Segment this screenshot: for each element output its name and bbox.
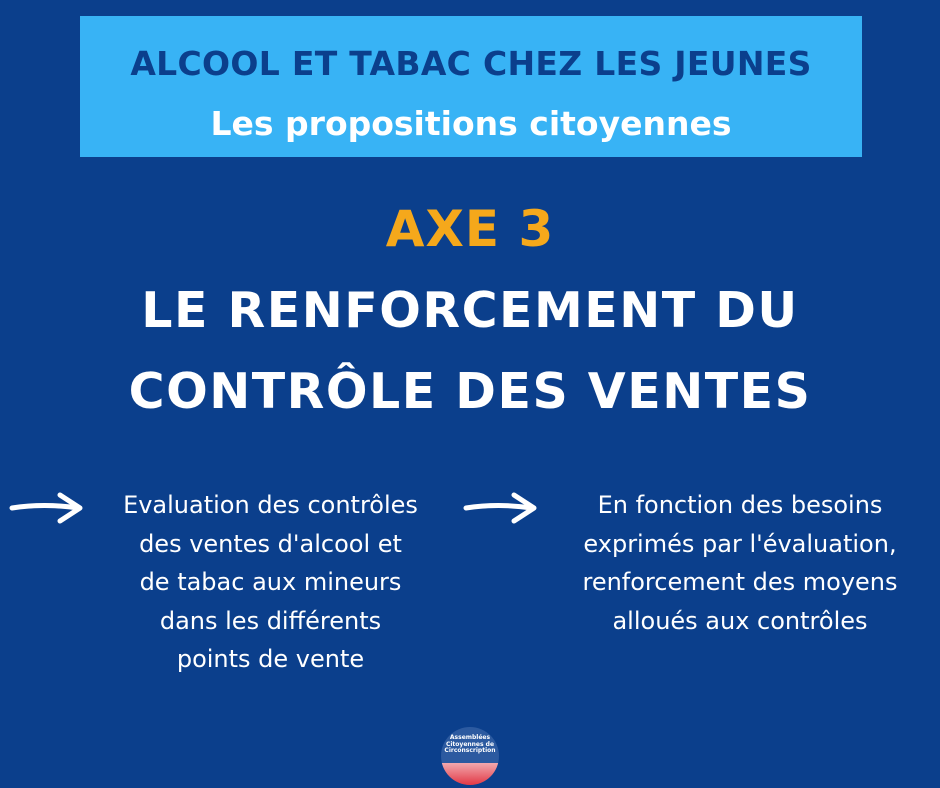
header-title: ALCOOL ET TABAC CHEZ LES JEUNES xyxy=(130,44,812,83)
arrow-right-icon xyxy=(462,488,542,528)
axe-label: AXE 3 xyxy=(385,200,555,258)
proposal-2-line: alloués aux contrôles xyxy=(612,606,868,635)
proposal-1-line: des ventes d'alcool et xyxy=(139,529,402,558)
proposal-2-line: renforcement des moyens xyxy=(582,568,898,596)
proposal-1-line: Evaluation des contrôles xyxy=(123,491,418,519)
proposal-2-line: exprimés par l'évaluation, xyxy=(583,529,897,558)
proposal-1-line: points de vente xyxy=(176,645,365,673)
proposal-2 xyxy=(550,486,930,640)
proposal-2-line: En fonction des besoins xyxy=(597,491,883,519)
proposal-1-line: de tabac aux mineurs xyxy=(139,568,402,596)
arrow-right-icon xyxy=(8,488,88,528)
header-subtitle: Les propositions citoyennes xyxy=(210,104,732,143)
logo-line: Citoyennes de xyxy=(445,740,495,748)
proposal-1-line: dans les différents xyxy=(159,606,382,635)
logo-line: Circonscription xyxy=(444,747,496,754)
axe-title-line-2: CONTRÔLE DES VENTES xyxy=(128,363,812,420)
logo-text xyxy=(441,735,499,755)
logo-red-band xyxy=(441,763,499,785)
logo-line: Assemblées xyxy=(449,734,491,741)
proposal-1 xyxy=(88,486,453,679)
assemblees-citoyennes-logo xyxy=(441,727,499,785)
axe-title-line-1: LE RENFORCEMENT DU xyxy=(141,282,799,339)
header-banner xyxy=(80,16,862,157)
